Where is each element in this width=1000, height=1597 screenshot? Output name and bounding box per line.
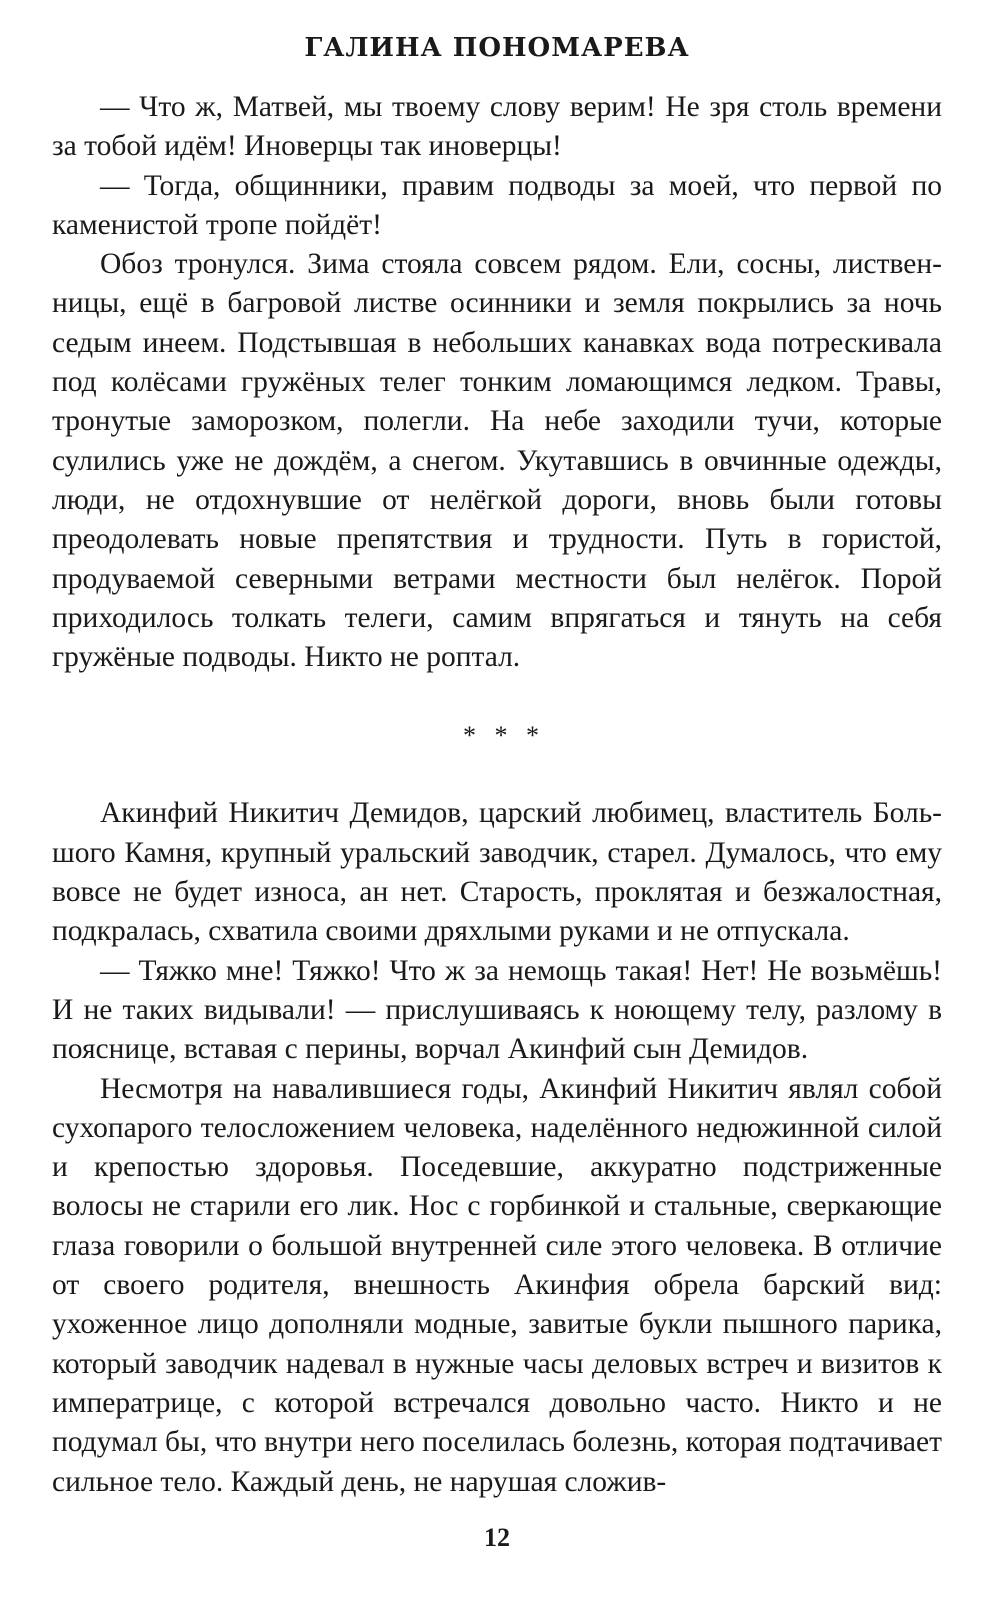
running-head: ГАЛИНА ПОНОМАРЕВА: [304, 33, 690, 63]
paragraph: Обоз тронулся. Зима стояла совсем рядом. Ели, сосны, лиственницы, ещё в багровой листве осинники и земля покрылись за ночь седым инеем. Подстывшая в небольших канавках вода потрескивала под колёсами гружёных телег тонким ломающимся ледком. Травы, тронутые заморозком, полегли. На небе заходили тучи, которые сулились уже не дождём, а снегом. Укутавшись в овчинные одежды, люди, не отдохнувшие от нелёгкой дороги, вновь были готовы преодолевать новые препятствия и трудности. Путь в гористой, продуваемой северными ветрами местности был нелёгок. Порой приходилось толкать телеги, самим впрягаться и тянуть на себя гружёные подводы. Никто не роптал.: [52, 248, 942, 674]
book-page: [52, 28, 942, 1568]
paragraph: — Тяжко мне! Тяжко! Что ж за немощь такая! Нет! Не возьмёшь! И не таких видывали! — прислушиваясь к ноющему телу, разлому в пояснице, вставая с перины, ворчал Акинфий сын Демидов.: [52, 954, 942, 1066]
section-separator: * * *: [463, 721, 545, 751]
paragraph: Несмотря на навалившиеся годы, Акинфий Никитич являл собой сухопарого телосложением человека, наделённого недюжинной силой и крепостью здоровья. Поседевшие, аккуратно подстриженные волосы не старили его лик. Нос с горбинкой и стальные, сверкающие глаза говорили о большой внутренней силе этого человека. В отличие от своего родителя, внешность Акинфия обрела барский вид: ухоженное лицо дополняли модные, завитые букли пышного парика, который заводчик надевал в нужные часы деловых встреч и визитов к императрице, с которой встречался довольно часто. Никто и не подумал бы, что внутри него поселилась болезнь, которая подтачивает сильное тело. Каждый день, не нарушая сложив-: [52, 1072, 942, 1498]
section-one: [52, 88, 942, 677]
paragraph: — Тогда, общинники, правим подводы за моей, что первой по каменистой тропе пойдёт!: [52, 169, 942, 241]
paragraph: — Что ж, Матвей, мы твоему слову верим! Не зря столь времени за тобой идём! Иноверцы так иноверцы!: [52, 91, 942, 163]
section-two: [52, 794, 942, 1501]
paragraph: Акинфий Никитич Демидов, царский любимец, властитель Большого Камня, крупный уральский заводчик, старел. Думалось, что ему вовсе не будет износа, ан нет. Старость, проклятая и безжалостная, подкралась, схватила своими дряхлыми руками и не отпускала.: [52, 797, 942, 948]
page-number: 12: [484, 1523, 510, 1552]
